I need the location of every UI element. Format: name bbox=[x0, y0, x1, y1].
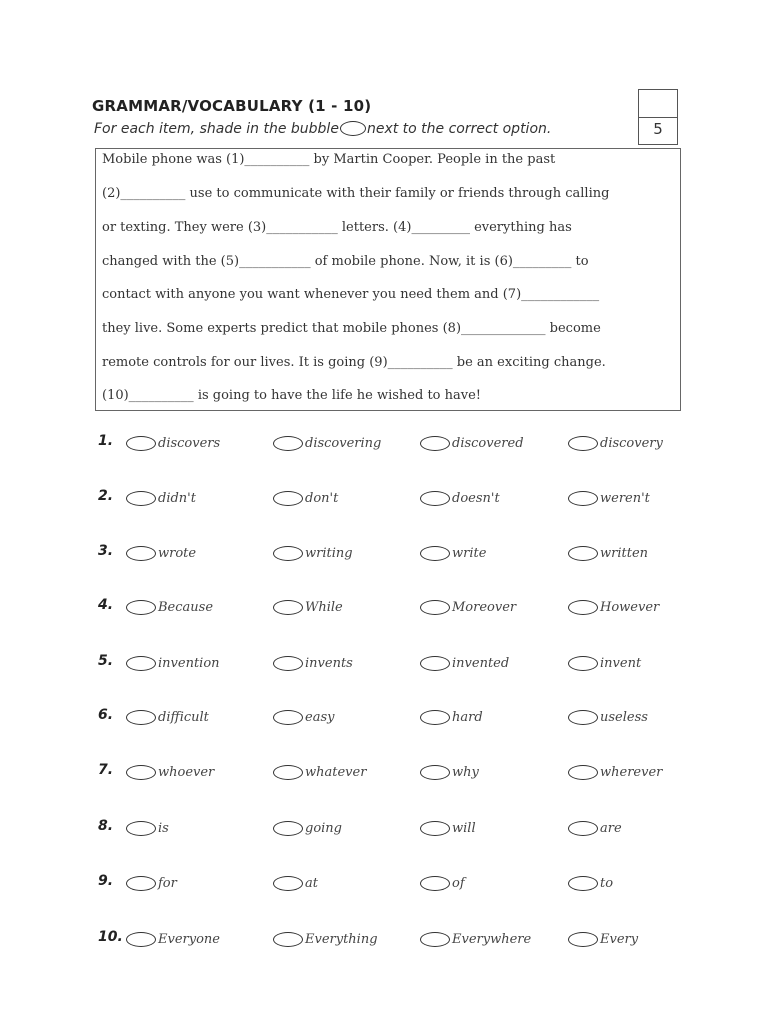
answer-option[interactable] bbox=[273, 543, 353, 563]
question-row bbox=[0, 707, 768, 731]
question-number: 7. bbox=[98, 762, 114, 778]
answer-option[interactable] bbox=[126, 707, 209, 727]
answer-option[interactable] bbox=[126, 543, 196, 563]
answer-bubble-icon[interactable] bbox=[126, 600, 156, 615]
answer-bubble-icon[interactable] bbox=[568, 656, 598, 671]
answer-bubble-icon[interactable] bbox=[420, 600, 450, 615]
answer-bubble-icon[interactable] bbox=[273, 546, 303, 561]
answer-option[interactable] bbox=[568, 707, 648, 727]
answer-bubble-icon[interactable] bbox=[420, 876, 450, 891]
answer-option[interactable] bbox=[568, 433, 663, 453]
passage-line: remote controls for our lives. It is going (9)__________ be an exciting change. bbox=[102, 355, 606, 370]
answer-bubble-icon[interactable] bbox=[273, 821, 303, 836]
option-label: whatever bbox=[305, 764, 367, 780]
option-label: write bbox=[452, 545, 487, 561]
answer-bubble-icon[interactable] bbox=[568, 710, 598, 725]
answer-option[interactable] bbox=[568, 653, 641, 673]
answer-option[interactable] bbox=[273, 818, 342, 838]
question-number: 1. bbox=[98, 433, 114, 449]
question-number: 5. bbox=[98, 653, 114, 669]
option-label: writing bbox=[305, 545, 353, 561]
question-number: 6. bbox=[98, 707, 114, 723]
question-row bbox=[0, 929, 768, 953]
answer-option[interactable] bbox=[126, 762, 214, 782]
answer-bubble-icon[interactable] bbox=[420, 656, 450, 671]
answer-bubble-icon[interactable] bbox=[273, 656, 303, 671]
answer-option[interactable] bbox=[126, 929, 220, 949]
score-divider bbox=[639, 117, 677, 118]
passage-line: they live. Some experts predict that mobile phones (8)_____________ become bbox=[102, 321, 601, 336]
answer-option[interactable] bbox=[273, 707, 334, 727]
answer-bubble-icon[interactable] bbox=[273, 932, 303, 947]
question-row bbox=[0, 488, 768, 512]
instruction bbox=[94, 121, 551, 137]
option-label: discovered bbox=[452, 435, 524, 451]
answer-bubble-icon[interactable] bbox=[273, 876, 303, 891]
option-label: invention bbox=[158, 655, 220, 671]
answer-bubble-icon[interactable] bbox=[568, 491, 598, 506]
option-label: discovery bbox=[600, 435, 663, 451]
answer-bubble-icon[interactable] bbox=[420, 821, 450, 836]
question-row bbox=[0, 653, 768, 677]
passage-line: changed with the (5)___________ of mobile phone. Now, it is (6)_________ to bbox=[102, 254, 589, 269]
answer-option[interactable] bbox=[273, 488, 338, 508]
answer-bubble-icon[interactable] bbox=[568, 546, 598, 561]
answer-bubble-icon[interactable] bbox=[126, 876, 156, 891]
answer-bubble-icon[interactable] bbox=[126, 821, 156, 836]
answer-bubble-icon[interactable] bbox=[126, 491, 156, 506]
answer-option[interactable] bbox=[126, 653, 220, 673]
option-label: useless bbox=[600, 709, 648, 725]
score-value: 5 bbox=[653, 120, 663, 138]
option-label: Everywhere bbox=[452, 931, 532, 947]
answer-option[interactable] bbox=[568, 818, 622, 838]
answer-bubble-icon[interactable] bbox=[568, 876, 598, 891]
answer-option[interactable] bbox=[420, 873, 465, 893]
answer-bubble-icon[interactable] bbox=[420, 546, 450, 561]
answer-option[interactable] bbox=[568, 929, 638, 949]
answer-bubble-icon[interactable] bbox=[568, 600, 598, 615]
answer-option[interactable] bbox=[420, 488, 500, 508]
answer-option[interactable] bbox=[126, 873, 177, 893]
answer-option[interactable] bbox=[568, 873, 613, 893]
option-label: why bbox=[452, 764, 479, 780]
answer-option[interactable] bbox=[420, 762, 479, 782]
answer-option[interactable] bbox=[568, 762, 662, 782]
option-label: invent bbox=[600, 655, 642, 671]
option-label: invented bbox=[452, 655, 510, 671]
option-label: discovers bbox=[158, 435, 221, 451]
score-box bbox=[638, 89, 678, 145]
answer-bubble-icon[interactable] bbox=[126, 546, 156, 561]
question-row bbox=[0, 873, 768, 897]
answer-bubble-icon[interactable] bbox=[273, 436, 303, 451]
option-label: written bbox=[600, 545, 649, 561]
option-label: wherever bbox=[600, 764, 663, 780]
option-label: didn't bbox=[158, 490, 196, 506]
answer-option[interactable] bbox=[420, 653, 509, 673]
option-label: difficult bbox=[158, 709, 209, 725]
answer-option[interactable] bbox=[126, 488, 196, 508]
option-label: doesn't bbox=[452, 490, 500, 506]
passage-line: contact with anyone you want whenever you need them and (7)____________ bbox=[102, 287, 600, 302]
option-label: weren't bbox=[600, 490, 650, 506]
option-label: Moreover bbox=[452, 599, 517, 615]
answer-bubble-icon[interactable] bbox=[420, 710, 450, 725]
question-number: 4. bbox=[98, 597, 114, 613]
option-label: While bbox=[305, 599, 343, 615]
passage-line: or texting. They were (3)___________ letters. (4)_________ everything has bbox=[102, 220, 572, 235]
answer-option[interactable] bbox=[420, 929, 531, 949]
answer-option[interactable] bbox=[420, 543, 486, 563]
answer-option[interactable] bbox=[273, 873, 318, 893]
question-row bbox=[0, 597, 768, 621]
answer-option[interactable] bbox=[273, 762, 366, 782]
option-label: Because bbox=[158, 599, 214, 615]
option-label: at bbox=[305, 875, 318, 891]
option-label: for bbox=[158, 875, 177, 891]
answer-bubble-icon[interactable] bbox=[420, 932, 450, 947]
answer-option[interactable] bbox=[273, 597, 343, 617]
option-label: Everything bbox=[305, 931, 378, 947]
answer-bubble-icon[interactable] bbox=[126, 656, 156, 671]
answer-option[interactable] bbox=[420, 433, 524, 453]
option-label: whoever bbox=[158, 764, 215, 780]
answer-bubble-icon[interactable] bbox=[420, 436, 450, 451]
answer-bubble-icon[interactable] bbox=[126, 932, 156, 947]
option-label: will bbox=[452, 820, 476, 836]
answer-bubble-icon[interactable] bbox=[568, 932, 598, 947]
question-row bbox=[0, 433, 768, 457]
option-label: are bbox=[600, 820, 622, 836]
section-title: GRAMMAR/VOCABULARY (1 - 10) bbox=[92, 97, 372, 115]
answer-option[interactable] bbox=[420, 707, 483, 727]
option-label: wrote bbox=[158, 545, 197, 561]
passage-box bbox=[95, 148, 681, 411]
question-number: 3. bbox=[98, 543, 114, 559]
answer-option[interactable] bbox=[273, 433, 381, 453]
option-label: discovering bbox=[305, 435, 382, 451]
question-number: 8. bbox=[98, 818, 114, 834]
option-label: invents bbox=[305, 655, 353, 671]
question-number: 2. bbox=[98, 488, 114, 504]
answer-option[interactable] bbox=[420, 818, 476, 838]
answer-bubble-icon[interactable] bbox=[568, 821, 598, 836]
instruction-text-end: next to the correct option. bbox=[366, 121, 552, 137]
option-label: Everyone bbox=[158, 931, 220, 947]
instruction-text-start: For each item, shade in the bubble bbox=[94, 121, 339, 137]
answer-bubble-icon[interactable] bbox=[273, 765, 303, 780]
option-label: don't bbox=[305, 490, 339, 506]
passage-line: (10)__________ is going to have the life he wished to have! bbox=[102, 388, 482, 403]
question-row bbox=[0, 543, 768, 567]
answer-option[interactable] bbox=[273, 653, 353, 673]
option-label: hard bbox=[452, 709, 483, 725]
option-label: Every bbox=[600, 931, 639, 947]
bubble-example-icon bbox=[340, 121, 366, 136]
option-label: However bbox=[600, 599, 660, 615]
option-label: of bbox=[452, 875, 465, 891]
answer-option[interactable] bbox=[568, 543, 648, 563]
answer-bubble-icon[interactable] bbox=[273, 600, 303, 615]
answer-bubble-icon[interactable] bbox=[126, 710, 156, 725]
question-number: 9. bbox=[98, 873, 114, 889]
answer-option[interactable] bbox=[420, 597, 516, 617]
question-row bbox=[0, 762, 768, 786]
question-number: 10. bbox=[98, 929, 123, 945]
answer-option[interactable] bbox=[568, 597, 659, 617]
answer-bubble-icon[interactable] bbox=[420, 491, 450, 506]
answer-bubble-icon[interactable] bbox=[273, 710, 303, 725]
answer-bubble-icon[interactable] bbox=[126, 436, 156, 451]
answer-option[interactable] bbox=[273, 929, 378, 949]
question-row bbox=[0, 818, 768, 842]
answer-bubble-icon[interactable] bbox=[420, 765, 450, 780]
answer-bubble-icon[interactable] bbox=[568, 436, 598, 451]
option-label: is bbox=[158, 820, 169, 836]
answer-bubble-icon[interactable] bbox=[126, 765, 156, 780]
passage-line: (2)__________ use to communicate with their family or friends through calling bbox=[102, 186, 610, 201]
answer-bubble-icon[interactable] bbox=[273, 491, 303, 506]
answer-bubble-icon[interactable] bbox=[568, 765, 598, 780]
answer-option[interactable] bbox=[126, 818, 169, 838]
answer-option[interactable] bbox=[126, 433, 220, 453]
answer-option[interactable] bbox=[568, 488, 650, 508]
option-label: to bbox=[600, 875, 614, 891]
option-label: easy bbox=[305, 709, 335, 725]
passage-line: Mobile phone was (1)__________ by Martin Cooper. People in the past bbox=[102, 152, 556, 167]
answer-option[interactable] bbox=[126, 597, 213, 617]
option-label: going bbox=[305, 820, 343, 836]
